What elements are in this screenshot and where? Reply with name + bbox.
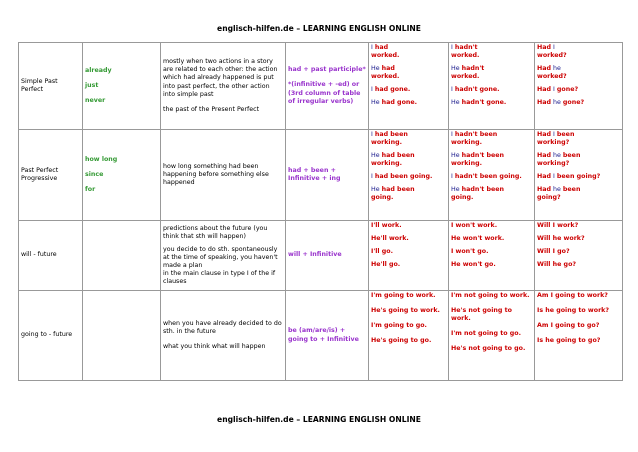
usage-line: predictions about the future (you think that sth will happen) <box>163 224 268 240</box>
usage-text <box>161 221 286 291</box>
form-cell <box>286 221 369 291</box>
form-cell <box>286 291 369 381</box>
tense-name: Simple Past Perfect <box>19 43 83 130</box>
positive-examples: I had been working. He had been working. I had been going. He had been going. <box>369 130 449 221</box>
usage-line: mostly when two actions in a story are related to each other: the action which had already happened is put into past perfect, the other action into simple past <box>163 58 278 98</box>
tense-name: Past Perfect Progressive <box>19 130 83 221</box>
negative-examples: I'm not going to work. He's not going to work. I'm not going to go. He's not going to go. <box>449 291 535 381</box>
usage-line: how long something had been happening before something else happened <box>163 162 269 187</box>
signal-words <box>83 221 161 291</box>
signal-word: how long <box>85 155 118 163</box>
form-cell <box>286 43 369 130</box>
signal-word: never <box>85 97 106 105</box>
form-note: *(infinitive + -ed) or (3rd column of table of irregular verbs) <box>288 81 361 105</box>
tense-name: going to - future <box>19 291 83 381</box>
positive-examples: I'll work. He'll work. I'll go. He'll go. <box>369 221 449 291</box>
question-examples: Will I work? Will he work? Will I go? Will he go? <box>535 221 623 291</box>
signal-words <box>83 43 161 130</box>
form-cell <box>286 130 369 221</box>
question-examples: Had I worked? Had he worked? Had I gone? Had he gone? <box>535 43 623 130</box>
page-footer: englisch-hilfen.de – LEARNING ENGLISH ONLINE <box>217 415 421 424</box>
signal-word: already <box>85 66 112 74</box>
negative-examples: I hadn't been working. He hadn't been working. I hadn't been going. He hadn't been going. <box>449 130 535 221</box>
page-header: englisch-hilfen.de – LEARNING ENGLISH ONLINE <box>217 24 421 33</box>
table-row <box>19 221 623 291</box>
positive-examples: I had worked. He had worked. I had gone. He had gone. <box>369 43 449 130</box>
negative-examples: I hadn't worked. He hadn't worked. I hadn't gone. He hadn't gone. <box>449 43 535 130</box>
usage-line: what you think what will happen <box>163 343 266 351</box>
question-examples: Am I going to work? Is he going to work? Am I going to go? Is he going to go? <box>535 291 623 381</box>
signal-word: for <box>85 186 96 194</box>
tense-name: will - future <box>19 221 83 291</box>
usage-text <box>161 291 286 381</box>
signal-word: just <box>85 81 99 89</box>
negative-examples: I won't work. He won't work. I won't go. He won't go. <box>449 221 535 291</box>
usage-line: you decide to do sth. spontaneously at the time of speaking, you haven't made a plan <box>163 245 278 270</box>
form-formula: be (am/are/is) + going to + Infinitive <box>288 327 359 343</box>
signal-words <box>83 130 161 221</box>
table-row <box>19 130 623 221</box>
signal-word: since <box>85 170 104 178</box>
usage-line: when you have already decided to do sth. in the future <box>163 319 282 335</box>
form-formula: will + Infinitive <box>288 251 342 259</box>
usage-text <box>161 43 286 130</box>
tenses-table <box>18 42 623 381</box>
usage-text <box>161 130 286 221</box>
positive-examples: I'm going to work. He's going to work. I'm going to go. He's going to go. <box>369 291 449 381</box>
table-row <box>19 291 623 381</box>
usage-line: the past of the Present Perfect <box>163 105 260 113</box>
form-formula: had + been + Infinitive + ing <box>288 166 341 182</box>
table-row <box>19 43 623 130</box>
signal-words <box>83 291 161 381</box>
form-formula: had + past participle* <box>288 66 366 74</box>
usage-line: in the main clause in type I of the if clauses <box>163 270 276 286</box>
question-examples: Had I been working? Had he been working? Had I been going? Had he been going? <box>535 130 623 221</box>
